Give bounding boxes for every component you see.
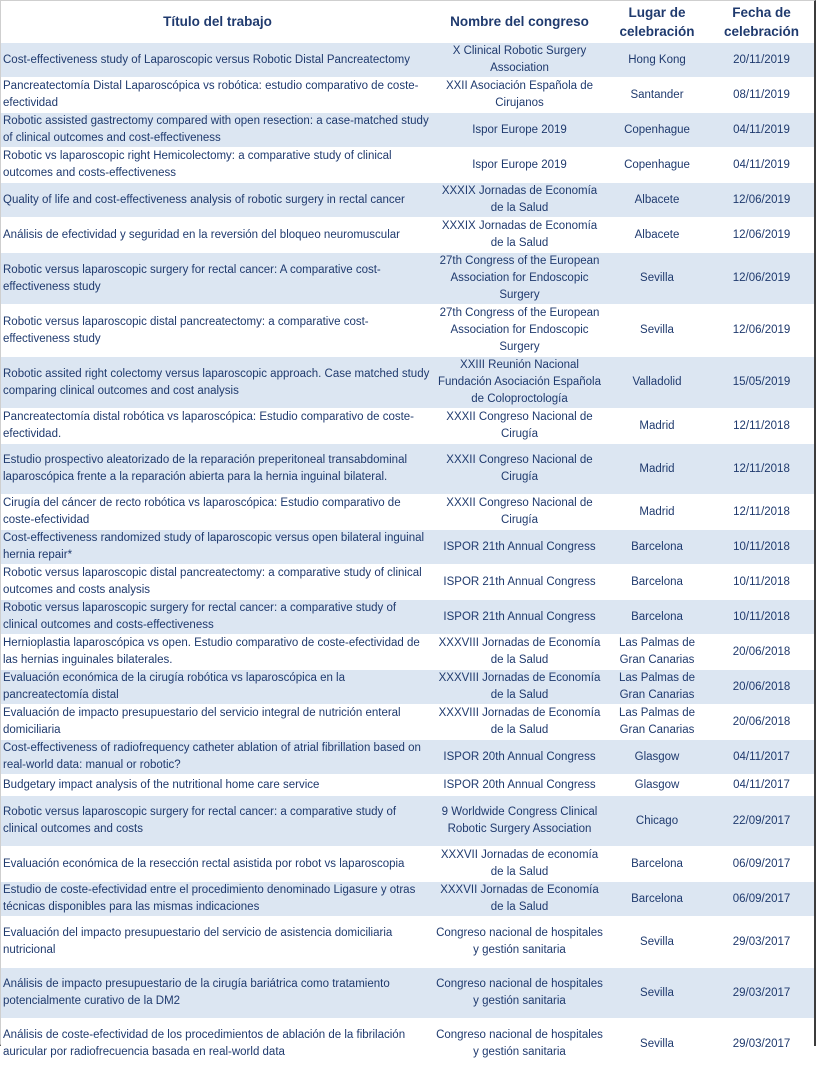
cell-congress: XXXII Congreso Nacional de Cirugía [434,495,605,530]
cell-title: Cost-effectiveness randomized study of laparoscopic versus open bilateral inguinal hernia repair* [1,530,434,565]
cell-date: 10/11/2018 [709,565,814,600]
cell-date: 29/03/2017 [709,1019,814,1069]
cell-congress: XXXVII Jornadas de Economía de la Salud [434,882,605,917]
cell-title: Quality of life and cost-effectiveness analysis of robotic surgery in rectal cancer [1,183,434,218]
cell-title: Budgetary impact analysis of the nutritional home care service [1,775,434,796]
cell-congress: 9 Worldwide Congress Clinical Robotic Surgery Association [434,796,605,847]
cell-date: 10/11/2018 [709,530,814,565]
cell-congress: XXXVIII Jornadas de Economía de la Salud [434,635,605,670]
cell-place: Sevilla [605,968,709,1019]
cell-congress: ISPOR 21th Annual Congress [434,530,605,565]
cell-congress: Ispor Europe 2019 [434,148,605,183]
cell-title: Robotic assited right colectomy versus laparoscopic approach. Case matched study comparing clinical outcomes and cost analysis [1,357,434,409]
cell-title: Análisis de coste-efectividad de los procedimientos de ablación de la fibrilación auricular por radiofrecuencia basada en real-world data [1,1019,434,1069]
cell-congress: Congreso nacional de hospitales y gestión sanitaria [434,1019,605,1069]
cell-congress: ISPOR 20th Annual Congress [434,740,605,775]
table-row [1,740,814,775]
cell-title: Evaluación de impacto presupuestario del servicio integral de nutrición enteral domiciliaria [1,705,434,740]
table-row [1,796,814,847]
cell-date: 12/06/2019 [709,218,814,253]
cell-title: Evaluación económica de la resección rectal asistida por robot vs laparoscopia [1,847,434,882]
cell-place: Glasgow [605,775,709,796]
table-row [1,1019,814,1069]
cell-place: Sevilla [605,253,709,305]
header-title: Título del trabajo [1,1,434,43]
cell-title: Hernioplastia laparoscópica vs open. Estudio comparativo de coste-efectividad de las hernias inguinales bilaterales. [1,635,434,670]
cell-date: 12/11/2018 [709,409,814,444]
cell-place: Madrid [605,409,709,444]
cell-title: Robotic versus laparoscopic surgery for rectal cancer: a comparative study of clinical outcomes and costs [1,796,434,847]
cell-place: Santander [605,78,709,113]
cell-congress: X Clinical Robotic Surgery Association [434,43,605,78]
cell-date: 20/11/2019 [709,43,814,78]
cell-title: Robotic assisted gastrectomy compared with open resection: a case-matched study of clinical outcomes and cost-effectiveness [1,113,434,148]
cell-date: 10/11/2018 [709,600,814,635]
header-place: Lugar de celebración [605,1,709,43]
cell-congress: 27th Congress of the European Association for Endoscopic Surgery [434,305,605,357]
cell-congress: XXXVIII Jornadas de Economía de la Salud [434,705,605,740]
cell-date: 04/11/2017 [709,775,814,796]
table-row [1,530,814,565]
cell-title: Pancreatectomía Distal Laparoscópica vs robótica: estudio comparativo de coste-efectividad [1,78,434,113]
cell-congress: 27th Congress of the European Association for Endoscopic Surgery [434,253,605,305]
cell-date: 12/11/2018 [709,495,814,530]
cell-title: Robotic vs laparoscopic right Hemicolectomy: a comparative study of clinical outcomes and costs-effectiveness [1,148,434,183]
cell-title: Robotic versus laparoscopic surgery for rectal cancer: a comparative study of clinical outcomes and costs-effectiveness [1,600,434,635]
cell-title: Robotic versus laparoscopic distal pancreatectomy: a comparative study of clinical outcomes and costs analysis [1,565,434,600]
cell-title: Estudio de coste-efectividad entre el procedimiento denominado Ligasure y otras técnicas disponibles para las mismas indicaciones [1,882,434,917]
cell-place: Valladolid [605,357,709,409]
cell-congress: ISPOR 21th Annual Congress [434,565,605,600]
cell-congress: XXXII Congreso Nacional de Cirugía [434,409,605,444]
table-row [1,444,814,495]
cell-date: 12/06/2019 [709,305,814,357]
table-row [1,670,814,705]
cell-date: 29/03/2017 [709,968,814,1019]
table-row [1,409,814,444]
table-row [1,78,814,113]
cell-congress: Ispor Europe 2019 [434,113,605,148]
cell-date: 04/11/2019 [709,113,814,148]
cell-congress: XXXVII Jornadas de economía de la Salud [434,847,605,882]
cell-place: Sevilla [605,917,709,968]
cell-congress: ISPOR 20th Annual Congress [434,775,605,796]
cell-place: Barcelona [605,847,709,882]
cell-place: Barcelona [605,530,709,565]
cell-congress: XXXVIII Jornadas de Economía de la Salud [434,670,605,705]
table-row [1,148,814,183]
cell-place: Albacete [605,183,709,218]
table-row [1,495,814,530]
cell-place: Sevilla [605,305,709,357]
header-congress: Nombre del congreso [434,1,605,43]
table-row [1,968,814,1019]
cell-date: 15/05/2019 [709,357,814,409]
cell-date: 08/11/2019 [709,78,814,113]
cell-date: 22/09/2017 [709,796,814,847]
cell-title: Estudio prospectivo aleatorizado de la reparación preperitoneal transabdominal laparoscópica frente a la reparación abierta para la hernia inguinal bilateral. [1,444,434,495]
cell-congress: Congreso nacional de hospitales y gestión sanitaria [434,917,605,968]
cell-congress: XXXIX Jornadas de Economía de la Salud [434,183,605,218]
cell-title: Cost-effectiveness study of Laparoscopic versus Robotic Distal Pancreatectomy [1,43,434,78]
cell-date: 06/09/2017 [709,882,814,917]
cell-title: Cirugía del cáncer de recto robótica vs laparoscópica: Estudio comparativo de coste-efectividad [1,495,434,530]
cell-title: Evaluación económica de la cirugía robótica vs laparoscópica en la pancreatectomía distal [1,670,434,705]
header-row [1,1,814,43]
cell-place: Albacete [605,218,709,253]
cell-title: Análisis de efectividad y seguridad en la reversión del bloqueo neuromuscular [1,218,434,253]
table-row [1,775,814,796]
cell-date: 06/09/2017 [709,847,814,882]
cell-date: 04/11/2017 [709,740,814,775]
table-row [1,218,814,253]
table-row [1,253,814,305]
cell-date: 12/06/2019 [709,253,814,305]
cell-title: Evaluación del impacto presupuestario del servicio de asistencia domiciliaria nutricional [1,917,434,968]
cell-date: 29/03/2017 [709,917,814,968]
table-row [1,917,814,968]
cell-place: Madrid [605,444,709,495]
cell-place: Barcelona [605,565,709,600]
table-row [1,600,814,635]
cell-title: Robotic versus laparoscopic surgery for rectal cancer: A comparative cost-effectiveness study [1,253,434,305]
cell-congress: XXII Asociación Española de Cirujanos [434,78,605,113]
cell-date: 20/06/2018 [709,670,814,705]
table-row [1,847,814,882]
congress-table [1,1,814,1069]
cell-date: 20/06/2018 [709,635,814,670]
cell-place: Madrid [605,495,709,530]
table-row [1,565,814,600]
table-row [1,357,814,409]
cell-congress: XXXIX Jornadas de Economía de la Salud [434,218,605,253]
cell-place: Sevilla [605,1019,709,1069]
cell-date: 12/11/2018 [709,444,814,495]
cell-place: Barcelona [605,600,709,635]
cell-congress: ISPOR 21th Annual Congress [434,600,605,635]
cell-place: Glasgow [605,740,709,775]
cell-place: Las Palmas de Gran Canarias [605,670,709,705]
cell-place: Copenhague [605,148,709,183]
table-row [1,43,814,78]
cell-date: 12/06/2019 [709,183,814,218]
table-row [1,113,814,148]
cell-congress: XXXII Congreso Nacional de Cirugía [434,444,605,495]
table-row [1,635,814,670]
header-date: Fecha de celebración [709,1,814,43]
cell-place: Hong Kong [605,43,709,78]
cell-date: 20/06/2018 [709,705,814,740]
cell-place: Las Palmas de Gran Canarias [605,635,709,670]
table-row [1,882,814,917]
cell-title: Robotic versus laparoscopic distal pancreatectomy: a comparative cost-effectiveness study [1,305,434,357]
table-row [1,705,814,740]
cell-place: Las Palmas de Gran Canarias [605,705,709,740]
cell-place: Chicago [605,796,709,847]
table-row [1,183,814,218]
cell-title: Análisis de impacto presupuestario de la cirugía bariátrica como tratamiento potencialmente curativo de la DM2 [1,968,434,1019]
cell-date: 04/11/2019 [709,148,814,183]
cell-place: Barcelona [605,882,709,917]
table-row [1,305,814,357]
cell-title: Pancreatectomía distal robótica vs laparoscópica: Estudio comparativo de coste-efectividad. [1,409,434,444]
cell-congress: XXIII Reunión Nacional Fundación Asociación Española de Coloproctología [434,357,605,409]
cell-congress: Congreso nacional de hospitales y gestión sanitaria [434,968,605,1019]
cell-place: Copenhague [605,113,709,148]
cell-title: Cost-effectiveness of radiofrequency catheter ablation of atrial fibrillation based on real-world data: manual or robotic? [1,740,434,775]
